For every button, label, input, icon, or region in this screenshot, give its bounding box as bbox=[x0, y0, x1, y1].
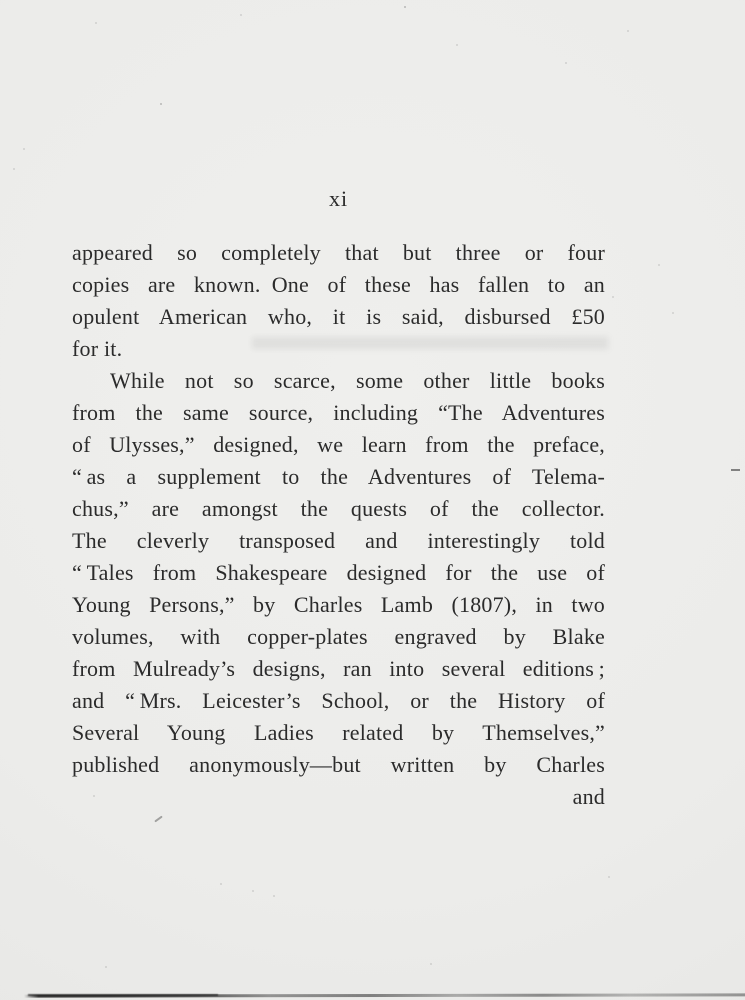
scan-speck bbox=[456, 44, 458, 46]
text-block bbox=[72, 237, 605, 813]
text-line: “ as a supplement to the Adventures of Telema- bbox=[72, 464, 605, 489]
scan-speck bbox=[252, 890, 254, 892]
scan-showthrough-smudge bbox=[252, 337, 608, 349]
text-line: opulent American who, it is said, disbursed £50 bbox=[72, 304, 605, 329]
text-line: appeared so completely that but three or four bbox=[72, 240, 605, 265]
scan-speck bbox=[430, 963, 432, 965]
text-line: chus,” are amongst the quests of the collector. bbox=[72, 496, 605, 521]
text-line: and “ Mrs. Leicester’s School, or the History of bbox=[72, 688, 605, 713]
scan-speck bbox=[93, 795, 95, 797]
scan-speck bbox=[565, 62, 567, 64]
scan-speck bbox=[404, 6, 406, 8]
scan-speck bbox=[95, 22, 97, 24]
text-line: Young Persons,” by Charles Lamb (1807), in two bbox=[72, 592, 605, 617]
scan-speck bbox=[220, 883, 222, 885]
text-line: The cleverly transposed and interestingly told bbox=[72, 528, 605, 553]
scan-speck bbox=[672, 312, 674, 314]
scan-speck bbox=[612, 296, 614, 298]
text-line: volumes, with copper-plates engraved by Blake bbox=[72, 624, 605, 649]
text-line: published anonymously—but written by Charles bbox=[72, 752, 605, 777]
catchword: and bbox=[572, 784, 605, 809]
scan-speck bbox=[240, 14, 242, 16]
scan-speck bbox=[105, 966, 107, 968]
text-line: for it. bbox=[72, 336, 123, 361]
text-line: Several Young Ladies related by Themselves,” bbox=[72, 720, 605, 745]
scan-speck bbox=[160, 103, 162, 105]
scan-speck bbox=[273, 895, 275, 897]
text-line: copies are known. One of these has fallen to an bbox=[72, 272, 605, 297]
text-line: from Mulready’s designs, ran into several editions ; bbox=[72, 656, 605, 681]
scan-speck bbox=[13, 168, 15, 170]
page-number: xi bbox=[328, 186, 349, 211]
scan-page-edge-line-dark bbox=[28, 994, 218, 996]
text-line: While not so scarce, some other little books bbox=[110, 368, 605, 393]
scan-speck bbox=[627, 30, 629, 32]
scan-speck bbox=[23, 148, 25, 150]
text-line: “ Tales from Shakespeare designed for the use of bbox=[72, 560, 605, 585]
scan-speck bbox=[658, 264, 660, 266]
text-line: of Ulysses,” designed, we learn from the preface, bbox=[72, 432, 605, 457]
scan-slash-mark bbox=[154, 816, 163, 823]
scan-speck bbox=[608, 876, 610, 878]
text-line: from the same source, including “The Adventures bbox=[72, 400, 605, 425]
scan-edge-dash bbox=[731, 469, 740, 471]
